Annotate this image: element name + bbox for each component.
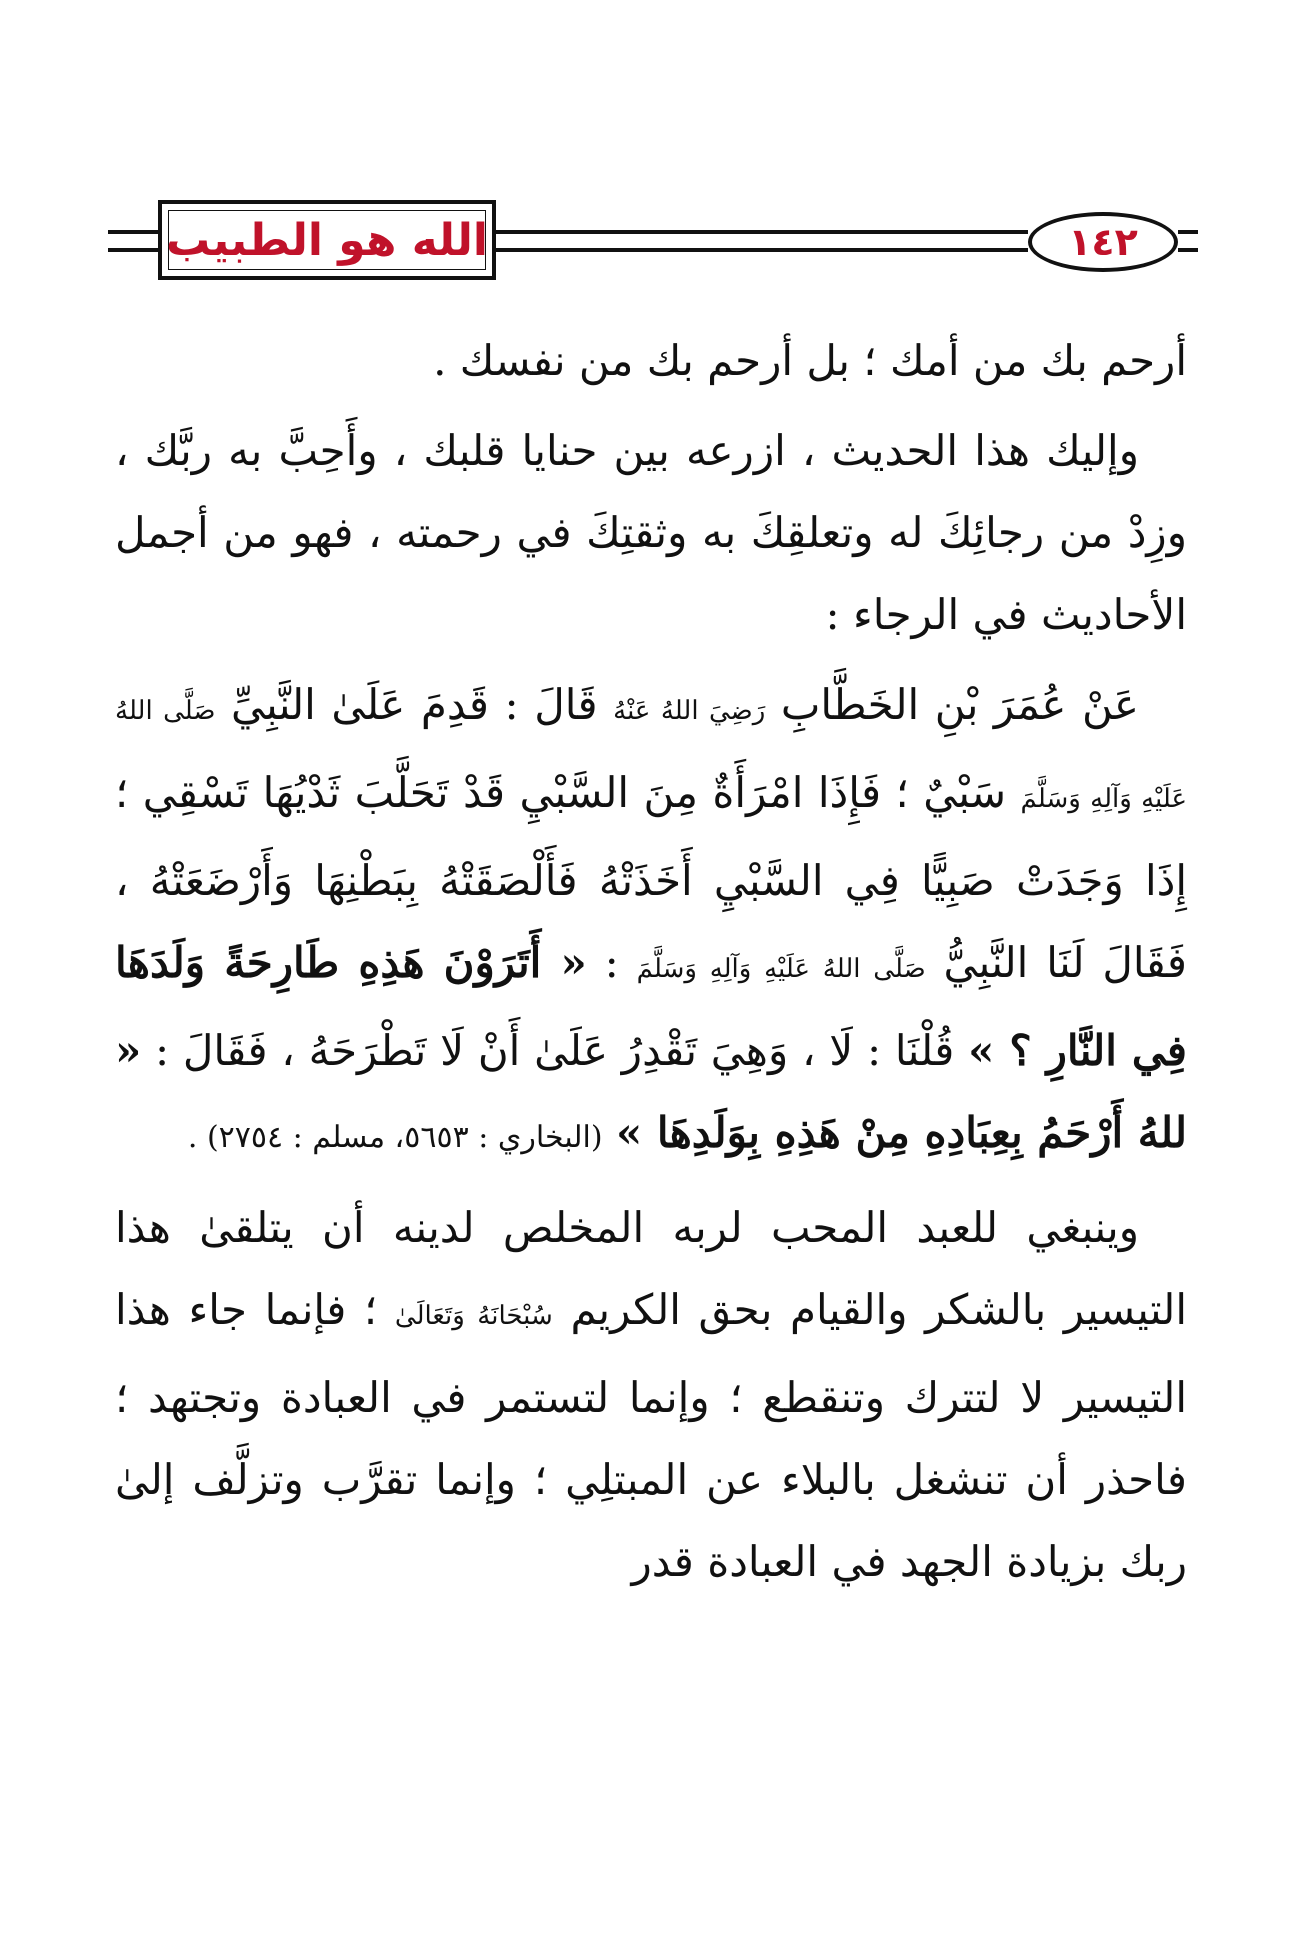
header-rule-right-outer (1178, 230, 1198, 234)
page-number: ١٤٢ (1068, 220, 1138, 264)
hadith-paragraph (115, 664, 1187, 1179)
paragraph-3-text-2: ؛ فإنما جاء هذا التيسير لا لتترك وتنقطع ؛ وإنما لتستمر في العبادة وتجتهد ؛ فاحذر أن تنشغل بالبلاء عن المبتلِي ؛ وإنما تقرَّب وتزلَّف إلىٰ ربك بزيادة الجهد في العبادة قدر (115, 1285, 1187, 1586)
hadith-text-2: قَالَ : قَدِمَ عَلَىٰ النَّبِيِّ (231, 680, 598, 729)
header-rule-right-inner (1178, 248, 1198, 252)
hadith-quote-1: « أَتَرَوْنَ هَذِهِ طَارِحَةً وَلَدَهَا فِي النَّارِ ؟ » (115, 938, 1187, 1075)
hadith-quote-2: « للهُ أَرْحَمُ بِعِبَادِهِ مِنْ هَذِهِ بِوَلَدِهَا » (115, 1026, 1187, 1157)
header-rule-mid-outer (496, 230, 1028, 234)
book-title: الله هو الطبيب (166, 214, 488, 266)
hadith-source: (البخاري : ٥٦٥٣، مسلم : ٢٧٥٤) . (187, 1120, 603, 1155)
hadith-text-1: عَنْ عُمَرَ بْنِ الخَطَّابِ (780, 680, 1139, 729)
header-rule-left-inner (108, 248, 158, 252)
paragraph-1: أرحم بك من أمك ؛ بل أرحم بك من نفسك . (433, 336, 1187, 385)
page-body (115, 320, 1187, 1603)
honorific-salla-2: صَلَّى اللهُ عَلَيْهِ وَآلِهِ وَسَلَّمَ (636, 954, 926, 984)
book-title-box (158, 200, 496, 280)
page-number-oval (1028, 212, 1178, 272)
hadith-text-4: : (604, 938, 619, 987)
header-rule-mid-inner (496, 248, 1028, 252)
page-header (108, 192, 1198, 292)
honorific-radiallah: رَضِيَ اللهُ عَنْهُ (613, 696, 766, 726)
hadith-text-3: سَبْيٌ ؛ فَإِذَا امْرَأَةٌ مِنَ السَّبْيِ قَدْ تَحَلَّبَ ثَدْيُهَا تَسْقِي ؛ إِذَا وَجَدَتْ صَبِيًّا فِي السَّبْيِ أَخَذَتْهُ فَأَلْصَقَتْهُ بِبَطْنِهَا وَأَرْضَعَتْهُ ، فَقَالَ لَنَا النَّبِيُّ (115, 768, 1187, 987)
hadith-text-5: قُلْنَا : لَا ، وَهِيَ تَقْدِرُ عَلَىٰ أَنْ لَا تَطْرَحَهُ ، فَقَالَ : (155, 1026, 955, 1075)
honorific-subhanahu: سُبْحَانَهُ وَتَعَالَىٰ (394, 1301, 553, 1331)
header-rule-left-outer (108, 230, 158, 234)
paragraph-3 (115, 1187, 1187, 1603)
paragraph-3-text-1: وينبغي للعبد المحب لربه المخلص لدينه أن يتلقىٰ هذا التيسير بالشكر والقيام بحق الكريم (115, 1203, 1187, 1334)
paragraph-2: وإليك هذا الحديث ، ازرعه بين حنايا قلبك ، وأَحِبَّ به ربَّك ، وزِدْ من رجائِكَ له وتعلقِكَ به وثقتِكَ في رحمته ، فهو من أجمل الأحاديث في الرجاء : (115, 426, 1187, 639)
honorific-salla-1: صَلَّى اللهُ عَلَيْهِ وَآلِهِ وَسَلَّمَ (115, 696, 1188, 814)
